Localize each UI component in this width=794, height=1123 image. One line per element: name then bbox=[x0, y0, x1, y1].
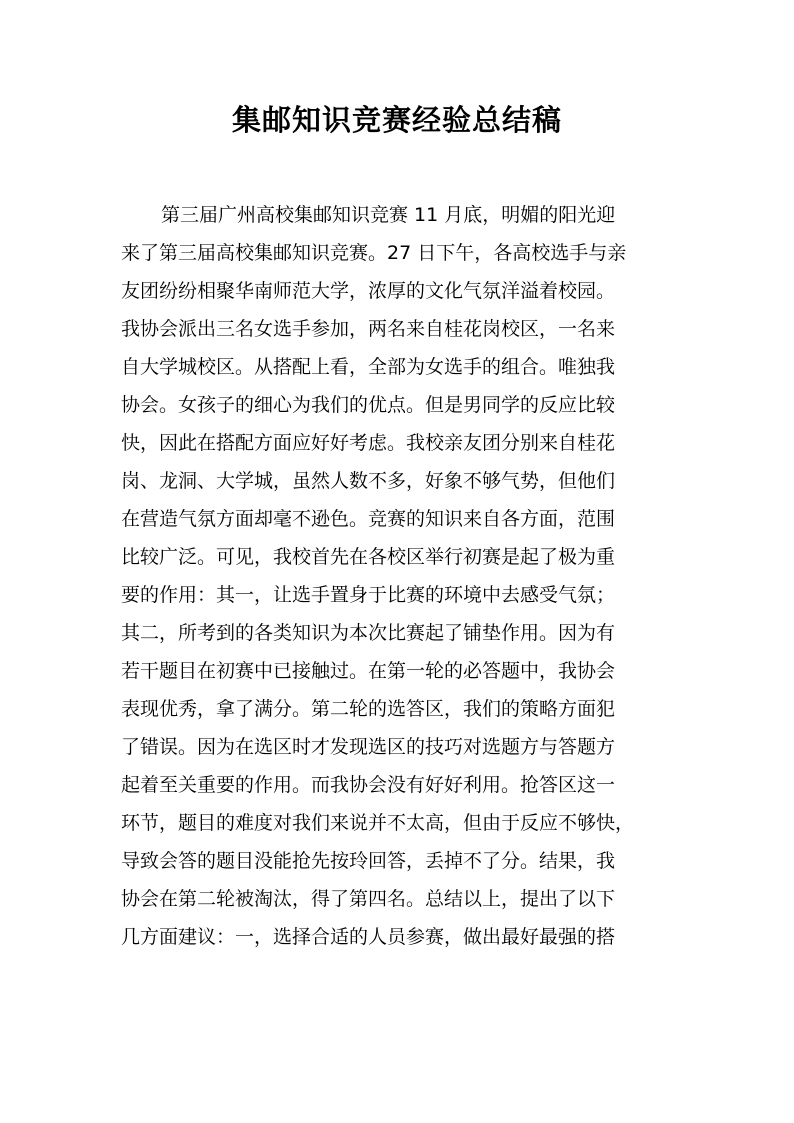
body-line: 在营造气氛方面却毫不逊色。竞赛的知识来自各方面，范围 bbox=[121, 508, 616, 530]
body-line: 来了第三届高校集邮知识竞赛。27 日下午，各高校选手与亲 bbox=[121, 242, 627, 264]
body-line: 其二，所考到的各类知识为本次比赛起了铺垫作用。因为有 bbox=[121, 622, 616, 644]
body-line: 环节，题目的难度对我们来说并不太高，但由于反应不够快， bbox=[121, 812, 635, 834]
body-line: 表现优秀，拿了满分。第二轮的选答区，我们的策略方面犯 bbox=[121, 698, 616, 720]
body-line: 快，因此在搭配方面应好好考虑。我校亲友团分别来自桂花 bbox=[121, 432, 616, 454]
document-body bbox=[121, 196, 681, 956]
body-line: 要的作用：其一，让选手置身于比赛的环境中去感受气氛； bbox=[121, 584, 616, 606]
body-line: 导致会答的题目没能抢先按玲回答，丢掉不了分。结果，我 bbox=[121, 850, 616, 872]
body-line: 第三届广州高校集邮知识竞赛 11 月底，明媚的阳光迎 bbox=[161, 204, 616, 226]
body-line: 协会。女孩子的细心为我们的优点。但是男同学的反应比较 bbox=[121, 394, 616, 416]
body-line: 几方面建议：一，选择合适的人员参赛，做出最好最强的搭 bbox=[121, 926, 616, 948]
body-line: 若干题目在初赛中已接触过。在第一轮的必答题中，我协会 bbox=[121, 660, 616, 682]
body-line: 了错误。因为在选区时才发现选区的技巧对选题方与答题方 bbox=[121, 736, 616, 758]
body-line: 自大学城校区。从搭配上看，全部为女选手的组合。唯独我 bbox=[121, 356, 616, 378]
body-line: 比较广泛。可见，我校首先在各校区举行初赛是起了极为重 bbox=[121, 546, 616, 568]
body-line: 起着至关重要的作用。而我协会没有好好利用。抢答区这一 bbox=[121, 774, 616, 796]
body-line: 协会在第二轮被淘汰，得了第四名。总结以上，提出了以下 bbox=[121, 888, 616, 910]
body-line: 岗、龙洞、大学城，虽然人数不多，好象不够气势，但他们 bbox=[121, 470, 616, 492]
body-line: 友团纷纷相聚华南师范大学，浓厚的文化气氛洋溢着校园。 bbox=[121, 280, 616, 302]
body-line: 我协会派出三名女选手参加，两名来自桂花岗校区，一名来 bbox=[121, 318, 616, 340]
document-title: 集邮知识竞赛经验总结稿 bbox=[231, 103, 562, 137]
